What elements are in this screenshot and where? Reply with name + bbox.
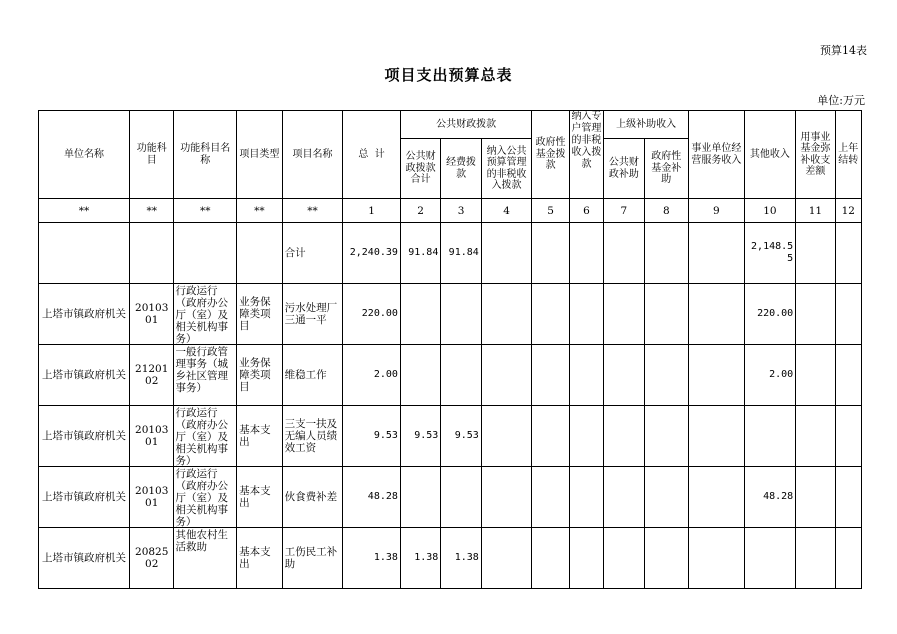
header-funding: 经费拨款 (441, 139, 481, 199)
empty-cell (532, 406, 569, 467)
empty-cell (532, 345, 569, 406)
func-code-cell: 2120102 (129, 345, 173, 406)
header-proj-type: 项目类型 (237, 111, 282, 199)
empty-cell (689, 223, 745, 284)
empty-cell (644, 406, 688, 467)
func-name-cell: 一般行政管理事务（城乡社区管理事务） (174, 345, 237, 406)
empty-cell (835, 284, 861, 345)
index-cell: 3 (441, 199, 481, 223)
header-func-name: 功能科目名称 (174, 111, 237, 199)
other-income-cell: 220.00 (744, 284, 796, 345)
index-cell: 6 (569, 199, 603, 223)
empty-cell (481, 467, 532, 528)
form-number: 预算14表 (820, 44, 867, 57)
empty-cell (644, 345, 688, 406)
unit-name-cell: 上塔市镇政府机关 (39, 284, 130, 345)
public-fiscal-cell (400, 345, 440, 406)
empty-cell (644, 284, 688, 345)
public-fiscal-cell: 9.53 (400, 406, 440, 467)
proj-type-cell: 基本支出 (237, 406, 282, 467)
funding-cell (441, 284, 481, 345)
proj-name-cell: 维稳工作 (282, 345, 343, 406)
unit-name-cell: 上塔市镇政府机关 (39, 467, 130, 528)
index-cell: ** (237, 199, 282, 223)
empty-cell (689, 345, 745, 406)
empty-cell (481, 223, 532, 284)
index-cell: ** (282, 199, 343, 223)
empty-cell (644, 223, 688, 284)
func-name-cell: 行政运行（政府办公厅（室）及相关机构事务） (174, 284, 237, 345)
empty-cell (569, 284, 603, 345)
proj-name-cell: 污水处理厂三通一平 (282, 284, 343, 345)
unit-name-cell: 上塔市镇政府机关 (39, 406, 130, 467)
empty-cell (532, 467, 569, 528)
index-cell: 8 (644, 199, 688, 223)
header-gov-fund: 政府性基金拨款 (532, 111, 569, 199)
header-proj-name: 项目名称 (282, 111, 343, 199)
empty-cell (569, 467, 603, 528)
empty-cell (796, 345, 835, 406)
func-name-cell: 其他农村生活救助 (174, 528, 237, 589)
empty-cell (481, 284, 532, 345)
total-cell: 9.53 (343, 406, 401, 467)
empty-cell (796, 284, 835, 345)
header-unit-name: 单位名称 (39, 111, 130, 199)
budget-table (38, 110, 862, 589)
public-fiscal-cell: 1.38 (400, 528, 440, 589)
unit-name-cell: 上塔市镇政府机关 (39, 528, 130, 589)
total-other-income: 2,148.55 (744, 223, 796, 284)
index-cell: ** (129, 199, 173, 223)
funding-cell (441, 345, 481, 406)
empty-cell (835, 528, 861, 589)
empty-cell (39, 223, 130, 284)
index-cell: 2 (400, 199, 440, 223)
header-func-code: 功能科目 (129, 111, 173, 199)
empty-cell (481, 528, 532, 589)
func-code-cell: 2082502 (129, 528, 173, 589)
empty-cell (569, 406, 603, 467)
empty-cell (689, 284, 745, 345)
header-last-year: 上年结转 (835, 111, 861, 199)
proj-name-cell: 工伤民工补助 (282, 528, 343, 589)
index-cell: 1 (343, 199, 401, 223)
empty-cell (689, 528, 745, 589)
empty-cell (569, 345, 603, 406)
empty-cell (129, 223, 173, 284)
header-special-nontax: 纳入专户管理的非税收入拨款 (569, 111, 603, 199)
unit-name-cell: 上塔市镇政府机关 (39, 345, 130, 406)
index-cell: 5 (532, 199, 569, 223)
empty-cell (796, 223, 835, 284)
empty-cell (481, 406, 532, 467)
proj-name-cell: 伙食费补差 (282, 467, 343, 528)
unit-label: 单位:万元 (817, 94, 865, 107)
total-amount: 2,240.39 (343, 223, 401, 284)
total-cell: 2.00 (343, 345, 401, 406)
header-business-income: 事业单位经营服务收入 (689, 111, 745, 199)
table-row (39, 406, 862, 467)
funding-cell: 1.38 (441, 528, 481, 589)
index-cell: 12 (835, 199, 861, 223)
func-code-cell: 2010301 (129, 284, 173, 345)
index-cell: 7 (604, 199, 644, 223)
header-nontax-public: 纳入公共预算管理的非税收入拨款 (481, 139, 532, 199)
empty-cell (569, 528, 603, 589)
other-income-cell (744, 406, 796, 467)
total-cell: 48.28 (343, 467, 401, 528)
other-income-cell (744, 528, 796, 589)
empty-cell (532, 223, 569, 284)
total-public-fiscal: 91.84 (400, 223, 440, 284)
empty-cell (604, 528, 644, 589)
other-income-cell: 2.00 (744, 345, 796, 406)
page-title: 项目支出预算总表 (384, 66, 513, 84)
table-body (39, 284, 862, 589)
total-label: 合计 (282, 223, 343, 284)
public-fiscal-cell (400, 284, 440, 345)
total-cell: 1.38 (343, 528, 401, 589)
table-row (39, 284, 862, 345)
index-cell: 10 (744, 199, 796, 223)
total-row (39, 223, 862, 284)
header-public-fiscal: 公共财政拨款 (400, 111, 531, 139)
empty-cell (604, 406, 644, 467)
empty-cell (796, 528, 835, 589)
header-other-income: 其他收入 (744, 111, 796, 199)
empty-cell (796, 467, 835, 528)
funding-cell (441, 467, 481, 528)
empty-cell (532, 528, 569, 589)
index-cell: 9 (689, 199, 745, 223)
table-row (39, 467, 862, 528)
func-name-cell: 行政运行（政府办公厅（室）及相关机构事务） (174, 406, 237, 467)
empty-cell (604, 223, 644, 284)
func-name-cell: 行政运行（政府办公厅（室）及相关机构事务） (174, 467, 237, 528)
index-cell: 4 (481, 199, 532, 223)
empty-cell (796, 406, 835, 467)
total-cell: 220.00 (343, 284, 401, 345)
index-row (39, 199, 862, 223)
header-fund-balance: 用事业基金弥补收支差额 (796, 111, 835, 199)
proj-type-cell: 业务保障类项目 (237, 345, 282, 406)
empty-cell (569, 223, 603, 284)
funding-cell: 9.53 (441, 406, 481, 467)
func-code-cell: 2010301 (129, 467, 173, 528)
header-superior-gov-fund: 政府性基金补助 (644, 139, 688, 199)
index-cell: 11 (796, 199, 835, 223)
public-fiscal-cell (400, 467, 440, 528)
empty-cell (237, 223, 282, 284)
empty-cell (604, 467, 644, 528)
empty-cell (604, 345, 644, 406)
header-superior-subsidy: 上级补助收入 (604, 111, 689, 139)
proj-type-cell: 基本支出 (237, 528, 282, 589)
empty-cell (689, 406, 745, 467)
other-income-cell: 48.28 (744, 467, 796, 528)
proj-type-cell: 基本支出 (237, 467, 282, 528)
empty-cell (481, 345, 532, 406)
header-public-fiscal-total: 公共财政拨款合计 (400, 139, 440, 199)
header-superior-public: 公共财政补助 (604, 139, 644, 199)
proj-type-cell: 业务保障类项目 (237, 284, 282, 345)
empty-cell (689, 467, 745, 528)
total-funding: 91.84 (441, 223, 481, 284)
empty-cell (644, 528, 688, 589)
empty-cell (604, 284, 644, 345)
empty-cell (835, 223, 861, 284)
empty-cell (835, 345, 861, 406)
index-cell: ** (39, 199, 130, 223)
empty-cell (174, 223, 237, 284)
index-cell: ** (174, 199, 237, 223)
table-row (39, 528, 862, 589)
func-code-cell: 2010301 (129, 406, 173, 467)
table-row (39, 345, 862, 406)
empty-cell (532, 284, 569, 345)
header-total: 总 计 (343, 111, 401, 199)
empty-cell (835, 406, 861, 467)
empty-cell (835, 467, 861, 528)
proj-name-cell: 三支一扶及无编人员绩效工资 (282, 406, 343, 467)
empty-cell (644, 467, 688, 528)
